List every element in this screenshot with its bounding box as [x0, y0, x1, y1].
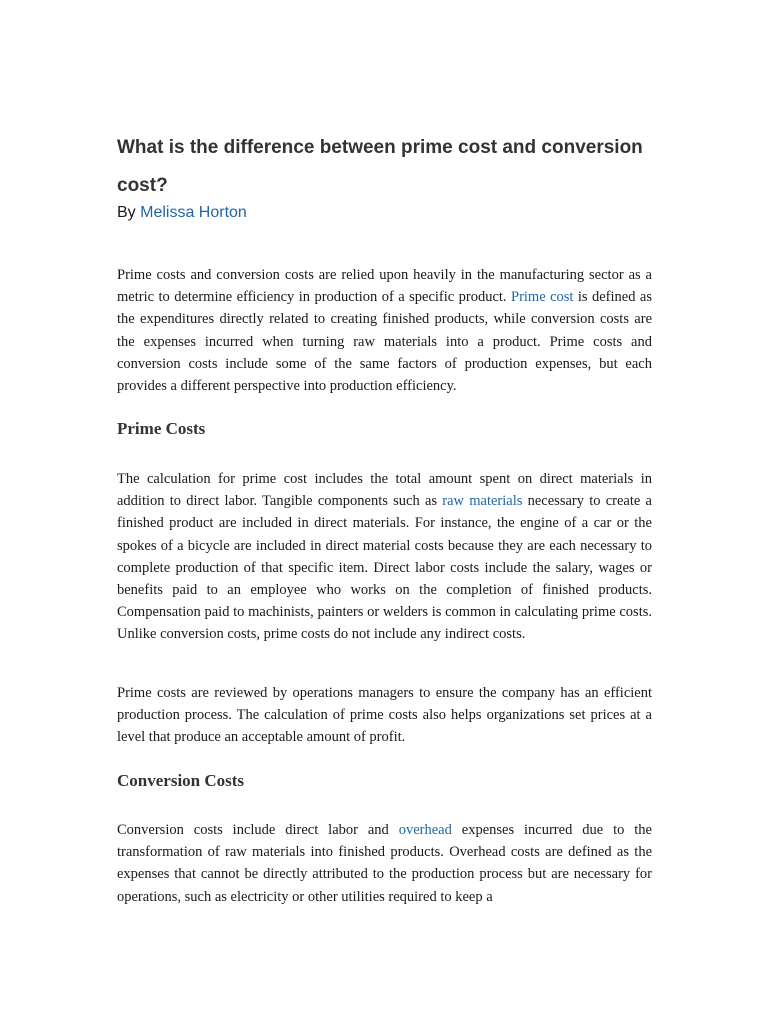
section-heading-conversion-costs: Conversion Costs: [117, 771, 245, 790]
byline-prefix: By: [117, 204, 141, 221]
paragraph-text: The calculation for prime cost includes the total amount spent on direct materials in addition to direct labor. Tangible components such as: [117, 471, 652, 510]
intro-paragraph: [117, 264, 652, 397]
prime-costs-review-paragraph: Prime costs are reviewed by operations managers to ensure the company has an efficient production process. The calculation of prime costs also helps organizations set prices at a level that produce an acceptable amount of profit.: [117, 685, 652, 746]
byline: [117, 202, 247, 224]
conversion-costs-paragraph: [117, 819, 652, 908]
paragraph-text: Prime costs and conversion costs are relied upon heavily in the manufacturing sector as a metric to determine efficiency in production of a specific product.: [117, 267, 652, 306]
prime-cost-link[interactable]: Prime cost: [511, 289, 574, 306]
author-link[interactable]: Melissa Horton: [140, 204, 247, 221]
article-title: What is the difference between prime cost and conversion cost?: [117, 137, 643, 196]
paragraph-text: is defined as the expenditures directly related to creating finished products, while conversion costs are the expenses incurred when turning raw materials into a product. Prime costs and conversion costs include some of the same factors of production expenses, but each provides a different perspective into production efficiency.: [117, 289, 652, 395]
paragraph-text: Conversion costs include direct labor and: [117, 822, 399, 838]
overhead-link[interactable]: overhead: [398, 822, 452, 838]
section-heading-prime-costs: Prime Costs: [117, 419, 206, 438]
raw-materials-link[interactable]: raw materials: [442, 493, 523, 510]
prime-costs-paragraph: [117, 468, 652, 646]
paragraph-text: necessary to create a finished product are included in direct materials. For instance, the engine of a car or the spokes of a bicycle are included in direct material costs because they are each necessary to complete production of that specific item. Direct labor costs include the salary, wages or benefits paid to an employee who works on the completion of finished products. Compensation paid to machinists, painters or welders is common in calculating prime costs. Unlike conversion costs, prime costs do not include any indirect costs.: [117, 493, 652, 643]
paragraph-text: expenses incurred due to the transformation of raw materials into finished products. Overhead costs are defined as the expenses that cannot be directly attributed to the production process but are necessary for operations, such as electricity or other utilities required to keep a: [117, 822, 652, 905]
